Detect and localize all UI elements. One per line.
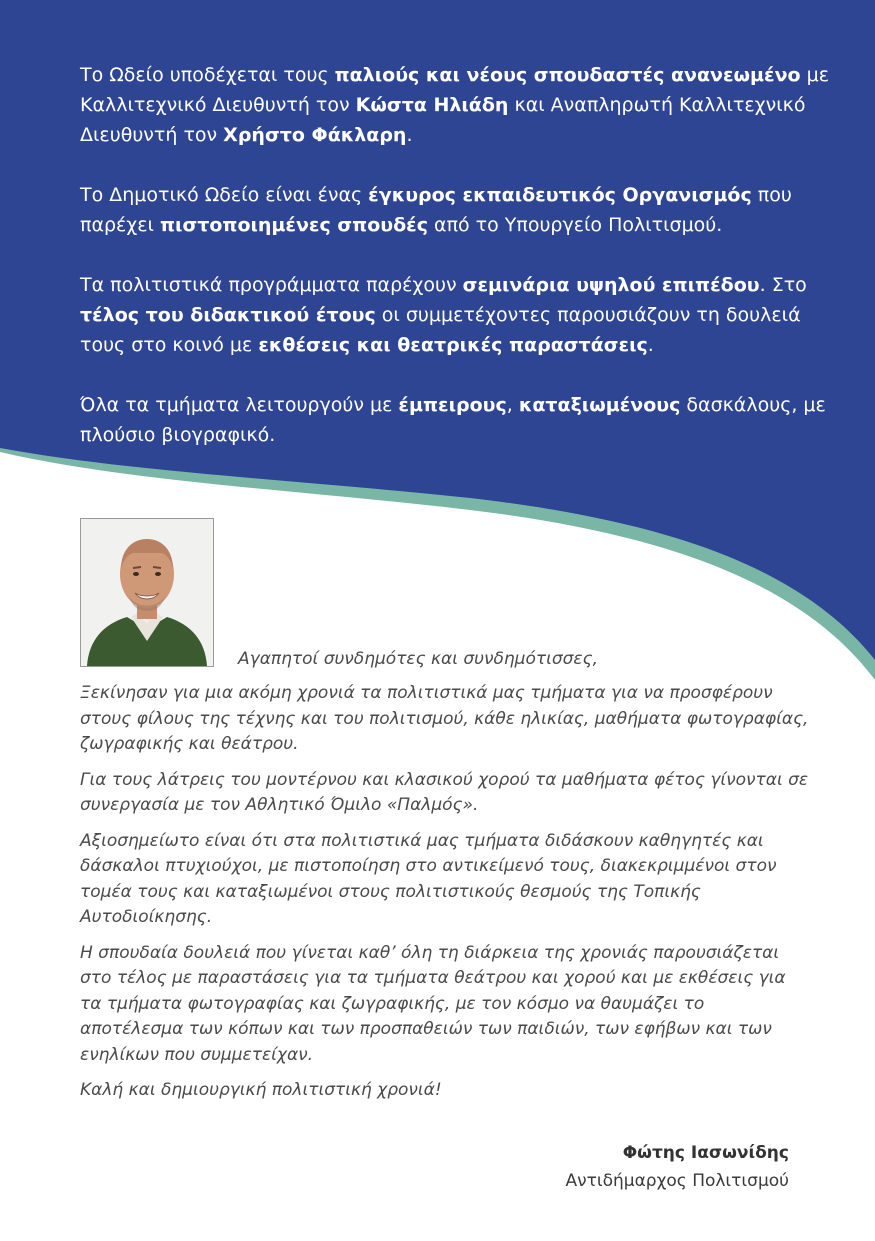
text-run: ,: [506, 394, 519, 416]
signature: [565, 1139, 789, 1195]
bold-phrase: Χρήστο Φάκλαρη: [223, 124, 407, 146]
bold-phrase: έγκυρος εκπαιδευτικός Οργανισμός: [368, 184, 752, 206]
bold-phrase: σεμινάρια υψηλού επιπέδου: [462, 274, 760, 296]
text-run: .: [647, 334, 654, 356]
text-run: οι συμμετέχοντες παρουσιάζουν τη δουλειά τους στο κοινό με: [80, 304, 801, 356]
greeting: Αγαπητοί συνδημότες και συνδημότισσες,: [238, 649, 598, 669]
text-run: Το Ωδείο υποδέχεται τους: [80, 64, 335, 86]
letter-paragraph-5: Καλή και δημιουργική πολιτιστική χρονιά!: [80, 1080, 442, 1100]
letter-paragraph-1: Ξεκίνησαν για μια ακόμη χρονιά τα πολιτιστικά μας τμήματα για να προσφέρουν στους φίλους της τέχνης και του πολιτισμού, κάθε ηλικίας, μαθήματα φωτογραφίας, ζωγραφικής και θεάτρου.: [80, 683, 809, 754]
bold-phrase: τέλος του διδακτικού έτους: [80, 304, 376, 326]
text-run: και Αναπληρωτή Καλλιτεχνικό Διευθυντή τον: [80, 94, 806, 146]
letter-body: [80, 681, 810, 1114]
letter-paragraph-4: Η σπουδαία δουλειά που γίνεται καθ’ όλη τη διάρκεια της χρονιάς παρουσιάζεται στο τέλος με παραστάσεις για τα τμήματα θεάτρου και χορού και με εκθέσεις για τα τμήματα φωτογραφίας και ζωγραφικής, με τον κόσμο να θαυμάζει το αποτέλεσμα των κόπων και των προσπαθειών των παιδιών, των εφήβων και των ενηλίκων που συμμετείχαν.: [80, 942, 786, 1065]
intro-text: [80, 60, 840, 450]
intro-paragraph-4: [80, 390, 840, 450]
letter-paragraph-2: Για τους λάτρεις του μοντέρνου και κλασικού χορού τα μαθήματα φέτος γίνονται σε συνεργασία με τον Αθλητικό Όμιλο «Παλμός».: [80, 769, 809, 815]
text-run: . Στο: [759, 274, 807, 296]
text-run: δασκάλους, με πλούσιο βιογραφικό.: [80, 394, 826, 446]
bold-phrase: εκθέσεις και θεατρικές παραστάσεις: [258, 334, 648, 356]
text-run: Τα πολιτιστικά προγράμματα παρέχουν: [80, 274, 463, 296]
text-run: από το Υπουργείο Πολιτισμού.: [428, 214, 723, 236]
intro-paragraph-2: [80, 180, 840, 240]
text-run: που παρέχει: [80, 184, 792, 236]
signature-name: Φώτης Ιασωνίδης: [622, 1143, 789, 1163]
intro-paragraph-1: [80, 60, 840, 150]
intro-paragraph-3: [80, 270, 840, 360]
bold-phrase: παλιούς και νέους σπουδαστές ανανεωμένο: [334, 64, 801, 86]
bold-phrase: Κώστα Ηλιάδη: [355, 94, 509, 116]
signature-title: Αντιδήμαρχος Πολιτισμού: [565, 1171, 789, 1191]
author-photo: [80, 518, 214, 667]
text-run: με Καλλιτεχνικό Διευθυντή τον: [80, 64, 830, 116]
text-run: Όλα τα τμήματα λειτουργούν με: [80, 394, 399, 416]
bold-phrase: καταξιωμένους: [518, 394, 681, 416]
bold-phrase: πιστοποιημένες σπουδές: [160, 214, 428, 236]
text-run: .: [406, 124, 413, 146]
letter-paragraph-3: Αξιοσημείωτο είναι ότι στα πολιτιστικά μας τμήματα διδάσκουν καθηγητές και δάσκαλοι πτυχιούχοι, με πιστοποίηση στο αντικείμενό τους, διακεκριμμένοι στον τομέα τους και καταξιωμένοι στους πολιτιστικούς θεσμούς της Τοπικής Αυτοδιοίκησης.: [80, 830, 777, 927]
text-run: Το Δημοτικό Ωδείο είναι ένας: [80, 184, 369, 206]
bold-phrase: έμπειρους: [398, 394, 507, 416]
